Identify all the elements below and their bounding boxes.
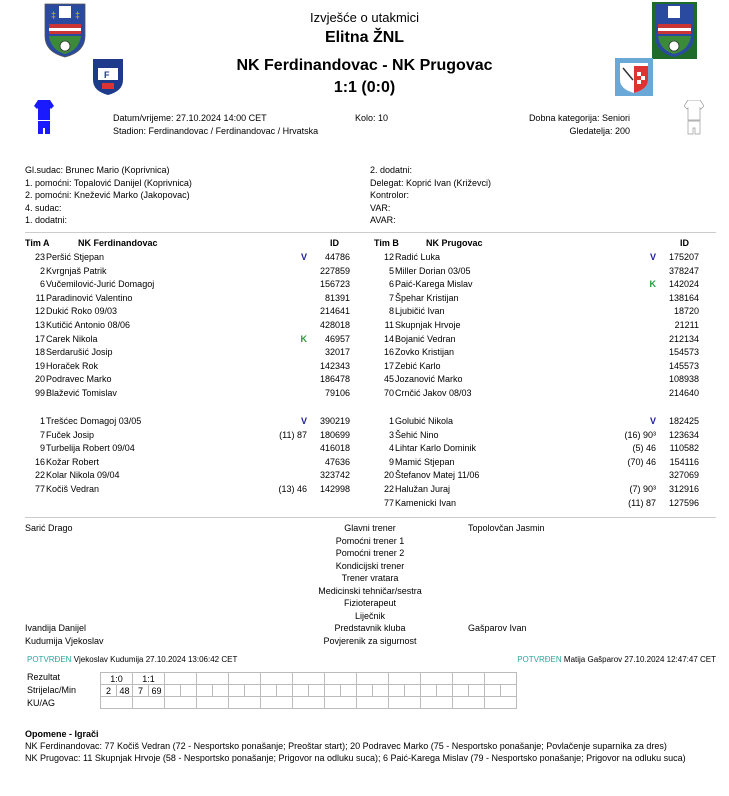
player-name: Kočiš Vedran [46,484,100,494]
svg-text:‡: ‡ [51,10,57,20]
home-kit-icon [34,100,54,136]
own-goal-cell [101,697,133,709]
player-row [25,415,365,428]
player-name: Zebić Karlo [395,360,441,371]
player-number: 3 [388,429,394,440]
staff-row [0,597,729,610]
player-name: Vučemilović-Jurić Domagoj [46,279,155,290]
player-name: Kutičić Antonio 08/06 [46,320,131,330]
score-grid [100,672,517,709]
player-row [374,456,714,469]
substitution-info: (70) 46 [627,456,656,467]
player-number: 6 [39,279,45,290]
own-goal-cell [197,697,229,709]
team-b-label: Tim B [374,238,399,248]
result-cell [197,673,229,685]
player-name: Paradinović Valentino [46,292,133,303]
player-row [374,265,714,278]
player-name: Mamić Stjepan [395,456,455,467]
player-id: 154573 [668,347,699,358]
goalkeeper-mark: V [300,416,307,426]
player-id: 46957 [324,333,350,344]
staff-role: Pomoćni trener 2 [335,548,405,558]
match-datetime: Datum/vrijeme: 27.10.2024 14:00 CET [113,113,267,123]
team-b-name: NK Prugovac [426,238,483,248]
divider [25,232,716,233]
minute-cell [373,685,389,697]
player-number: 11 [35,292,45,303]
result-row [101,673,517,685]
player-row [374,319,714,332]
player-id: 378247 [668,265,699,276]
official-additional-2: 2. dodatni: [370,165,413,175]
player-row [374,278,714,291]
substitution-info: (7) 90³ [629,484,656,494]
staff-row [0,547,729,560]
staff-row [0,585,729,598]
own-goal-cell [485,697,517,709]
player-id: 21211 [674,320,699,330]
player-row [374,292,714,305]
player-name: Blažević Tomislav [46,388,117,398]
player-number: 18 [34,347,45,358]
player-row [374,373,714,386]
age-category: Dobna kategorija: Seniori [528,113,630,123]
staff-role: Kondicijski trener [335,560,405,571]
player-row [374,415,714,428]
player-id: 323742 [319,470,350,481]
scorer-cell: 7 [133,685,149,697]
competition-name: Elitna ŽNL [324,29,405,46]
staff-role: Liječnik [354,610,385,621]
cautions-section [25,728,717,764]
minute-cell: 69 [149,685,165,697]
player-row [25,429,365,442]
report-title: Izvješće o utakmici [309,10,420,25]
player-name: Halužan Juraj [395,484,451,494]
player-name: Carek Nikola [46,333,98,344]
result-cell: 1:0 [101,673,133,685]
player-name: Fuček Josip [46,429,95,440]
team-a-name: NK Ferdinandovac [78,238,158,248]
minute-cell: 48 [117,685,133,697]
player-id: 142343 [319,360,350,371]
own-goal-cell [229,697,261,709]
player-row [25,387,365,400]
away-kit-icon [684,100,704,136]
player-id: 32017 [324,347,350,358]
player-row [25,265,365,278]
official-assistant-1: 1. pomoćni: Topalović Danijel (Koprivnica) [25,177,192,188]
result-cell [293,673,325,685]
player-number: 5 [388,265,394,276]
staff-row [0,560,729,573]
player-name: Štefanov Matej 11/06 [395,470,480,481]
cautions-team-a: NK Ferdinandovac: 77 Kočiš Vedran (72 - Nesportsko ponašanje; Preoštar start); 20 Podravec Marko (75 - Nesportsko ponašanje; Povlačenje suparnika za dres) [25,741,667,751]
player-number: 12 [34,306,45,317]
result-cell [229,673,261,685]
confirmation-details: Matija Gašparov 27.10.2024 12:47:47 CET [563,655,716,664]
result-cell [421,673,453,685]
own-goal-cell [261,697,293,709]
confirmation-details: Vjekoslav Kudumija 27.10.2024 13:06:42 CET [73,655,238,664]
player-number: 16 [34,456,45,467]
match-title: NK Ferdinandovac - NK Prugovac [236,57,493,74]
minute-cell [245,685,261,697]
official-fourth: 4. sudac: [25,202,62,213]
staff-row [0,622,729,635]
staff-team-b: Gašparov Ivan [468,623,527,633]
player-id: 390219 [319,416,350,426]
captain-mark: K [649,279,656,290]
minute-cell [501,685,517,697]
player-number: 4 [388,443,394,454]
player-number: 11 [384,320,394,330]
minute-cell [469,685,485,697]
own-goal-cell [453,697,485,709]
player-row [374,483,714,496]
official-controller: Kontrolor: [370,190,410,200]
officials-left [25,164,192,227]
scorer-row [101,685,517,697]
confirmed-status: POTVRĐEN [27,655,72,664]
player-row [374,346,714,359]
official-referee: Gl.sudac: Brunec Mario (Koprivnica) [25,165,170,175]
player-number: 1 [388,416,394,426]
player-id: 108938 [668,374,699,385]
staff-section [0,522,729,647]
player-name: Peršić Stjepan [46,252,105,262]
player-id: 142998 [319,484,350,494]
player-number: 2 [39,265,45,276]
player-number: 17 [34,333,45,344]
player-id: 18720 [673,306,699,317]
staff-row [0,635,729,648]
player-name: Ljubičić Ivan [395,306,445,317]
substitution-info: (11) 87 [628,497,656,508]
player-number: 77 [383,497,394,508]
divider [25,517,716,518]
player-number: 6 [388,279,394,290]
player-id: 44786 [324,252,350,262]
player-name: Podravec Marko [46,374,112,385]
cautions-team-b: NK Prugovac: 11 Skupnjak Hrvoje (58 - Nesportsko ponašanje; Prigovor na odluku suca); 6 Paić-Karega Mislav (79 - Nesportsko ponašanje; Prigovor na odluku suca) [25,753,686,763]
scorer-cell [421,685,437,697]
player-id: 175207 [668,252,699,262]
svg-text:‡: ‡ [75,10,81,20]
player-number: 7 [388,292,394,303]
scorer-cell [389,685,405,697]
team-a-label: Tim A [25,238,50,248]
minute-cell [309,685,325,697]
staff-row [0,535,729,548]
team-b-id-header: ID [680,238,689,248]
player-id: 81391 [324,292,350,303]
goalkeeper-mark: V [300,252,307,262]
player-id: 416018 [319,443,350,454]
cautions-title: Opomene - Igrači [25,729,99,739]
own-goal-cell [133,697,165,709]
player-number: 13 [34,320,45,330]
player-name: Lihtar Karlo Dominik [395,443,477,454]
own-goal-cell [165,697,197,709]
staff-role: Glavni trener [344,523,396,533]
official-var: VAR: [370,202,391,213]
player-number: 20 [34,374,45,385]
player-id: 327069 [668,470,699,481]
staff-team-b: Topolovčan Jasmin [468,523,545,533]
player-name: Horaček Rok [46,360,99,371]
spectators: Gledatelja: 200 [569,126,630,136]
player-name: Kamenicki Ivan [395,497,457,508]
scorer-cell [165,685,181,697]
official-assistant-2: 2. pomoćni: Knežević Marko (Jakopovac) [25,190,190,200]
minute-cell [213,685,229,697]
player-row [25,360,365,373]
player-row [25,278,365,291]
player-id: 186478 [319,374,350,385]
staff-role: Trener vratara [341,573,399,583]
scorer-cell [293,685,309,697]
player-id: 110582 [669,443,699,454]
scorer-cell [325,685,341,697]
match-round: Kolo: 10 [355,113,389,123]
player-name: Skupnjak Hrvoje [395,320,461,330]
player-number: 23 [34,252,45,262]
confirmed-status: POTVRĐEN [517,655,562,664]
scorer-cell [485,685,501,697]
player-number: 17 [383,360,394,371]
minute-cell [341,685,357,697]
player-name: Šehić Nino [395,429,439,440]
player-id: 123634 [668,429,699,440]
official-delegate: Delegat: Koprić Ivan (Križevci) [370,177,492,188]
minute-cell [405,685,421,697]
player-number: 22 [383,484,394,494]
player-row [374,305,714,318]
staff-role: Medicinski tehničar/sestra [318,585,422,596]
player-name: Radić Luka [395,252,441,262]
own-goal-row [101,697,517,709]
staff-role: Fizioterapeut [343,598,397,608]
player-number: 12 [383,252,394,262]
substitution-info: (13) 46 [278,484,307,494]
score-grid-labels [27,671,76,710]
player-number: 9 [39,443,45,454]
scorer-cell: 2 [101,685,117,697]
player-id: 145573 [668,360,699,371]
player-id: 212134 [668,333,699,344]
scorer-cell [453,685,469,697]
player-name: Špehar Kristijan [395,292,459,303]
player-row [25,346,365,359]
substitution-info: (11) 87 [279,429,307,440]
player-row [25,305,365,318]
scorer-cell [197,685,213,697]
player-id: 156723 [319,279,350,290]
player-id: 154116 [669,456,699,467]
staff-row [0,522,729,535]
substitution-info: (5) 46 [632,443,656,454]
player-name: Kvrgnjaš Patrik [46,265,107,276]
player-number: 45 [383,374,394,385]
player-row [25,292,365,305]
result-cell [165,673,197,685]
staff-role: Predstavnik kluba [334,623,406,633]
scorer-cell [229,685,245,697]
player-id: 47636 [324,456,350,467]
player-row [374,387,714,400]
player-name: Kolar Nikola 09/04 [46,470,120,481]
result-cell: 1:1 [133,673,165,685]
player-name: Golubić Nikola [395,416,454,426]
player-id: 180699 [319,429,350,440]
player-name: Miller Dorian 03/05 [395,265,471,276]
player-number: 7 [39,429,45,440]
player-number: 14 [383,333,394,344]
minute-cell [181,685,197,697]
player-name: Bojanić Vedran [395,333,456,344]
staff-team-a: Sarić Drago [25,523,73,533]
label-scorer-minute: Strijelac/Min [27,685,77,695]
goalkeeper-mark: V [649,416,656,426]
player-number: 16 [383,347,394,358]
player-number: 8 [388,306,394,317]
player-row [25,251,365,264]
result-cell [261,673,293,685]
officials-right [370,164,491,227]
own-goal-cell [389,697,421,709]
staff-row [0,610,729,623]
official-additional-1: 1. dodatni: [25,215,68,225]
player-id: 79106 [324,388,350,398]
player-id: 214641 [319,306,350,317]
own-goal-cell [293,697,325,709]
scorer-cell [261,685,277,697]
result-cell [453,673,485,685]
player-id: 227859 [319,265,350,276]
player-row [374,251,714,264]
result-cell [485,673,517,685]
player-id: 428018 [319,320,350,330]
own-goal-cell [421,697,453,709]
player-name: Kožar Robert [46,456,100,467]
player-number: 99 [34,388,45,398]
staff-row [0,572,729,585]
result-cell [389,673,421,685]
player-number: 1 [39,416,45,426]
player-row [25,469,365,482]
player-row [374,333,714,346]
player-id: 214640 [668,388,699,398]
player-row [374,497,714,510]
player-id: 142024 [668,279,699,290]
player-number: 9 [388,456,394,467]
player-name: Jozanović Marko [395,374,463,385]
player-row [374,429,714,442]
staff-role: Pomoćni trener 1 [335,535,405,546]
scorer-cell [357,685,373,697]
own-goal-cell [325,697,357,709]
confirmation-team-b [517,655,716,664]
player-row [374,442,714,455]
player-row [25,442,365,455]
player-row [374,360,714,373]
svg-text:F: F [104,70,110,80]
team-a-id-header: ID [330,238,339,248]
result-cell [357,673,389,685]
player-row [25,319,365,332]
player-name: Zovko Kristijan [395,347,455,358]
player-row [25,456,365,469]
player-number: 70 [383,388,394,398]
label-result: Rezultat [27,672,61,682]
player-number: 19 [34,360,45,371]
player-row [374,469,714,482]
confirmation-team-a [27,655,237,664]
minute-cell [437,685,453,697]
player-id: 312916 [668,484,699,494]
player-row [25,483,365,496]
label-own-goal: KU/AG [27,698,56,708]
player-name: Trešćec Domagoj 03/05 [46,416,142,426]
player-number: 22 [34,470,45,481]
player-row [25,333,365,346]
own-goal-cell [357,697,389,709]
captain-mark: K [300,333,307,344]
official-avar: AVAR: [370,215,396,225]
player-name: Dukić Roko 09/03 [46,306,118,317]
player-name: Turbelija Robert 09/04 [46,443,135,454]
player-name: Crnčić Jakov 08/03 [395,388,472,398]
minute-cell [277,685,293,697]
player-id: 182425 [668,416,699,426]
substitution-info: (16) 90³ [624,429,656,440]
player-number: 77 [34,484,45,494]
goalkeeper-mark: V [649,252,656,262]
match-stadium: Stadion: Ferdinandovac / Ferdinandovac / Hrvatska [113,126,319,136]
staff-team-a: Kudumija Vjekoslav [25,635,104,646]
match-score: 1:1 (0:0) [333,79,396,96]
player-row [25,373,365,386]
result-cell [325,673,357,685]
player-number: 20 [383,470,394,481]
player-name: Serdarušić Josip [46,347,113,358]
player-id: 138164 [668,292,699,303]
staff-team-a: Ivandija Danijel [25,623,87,633]
player-id: 127596 [668,497,699,508]
staff-role: Povjerenik za sigurnost [323,635,417,646]
player-name: Paić-Karega Mislav [395,279,473,290]
